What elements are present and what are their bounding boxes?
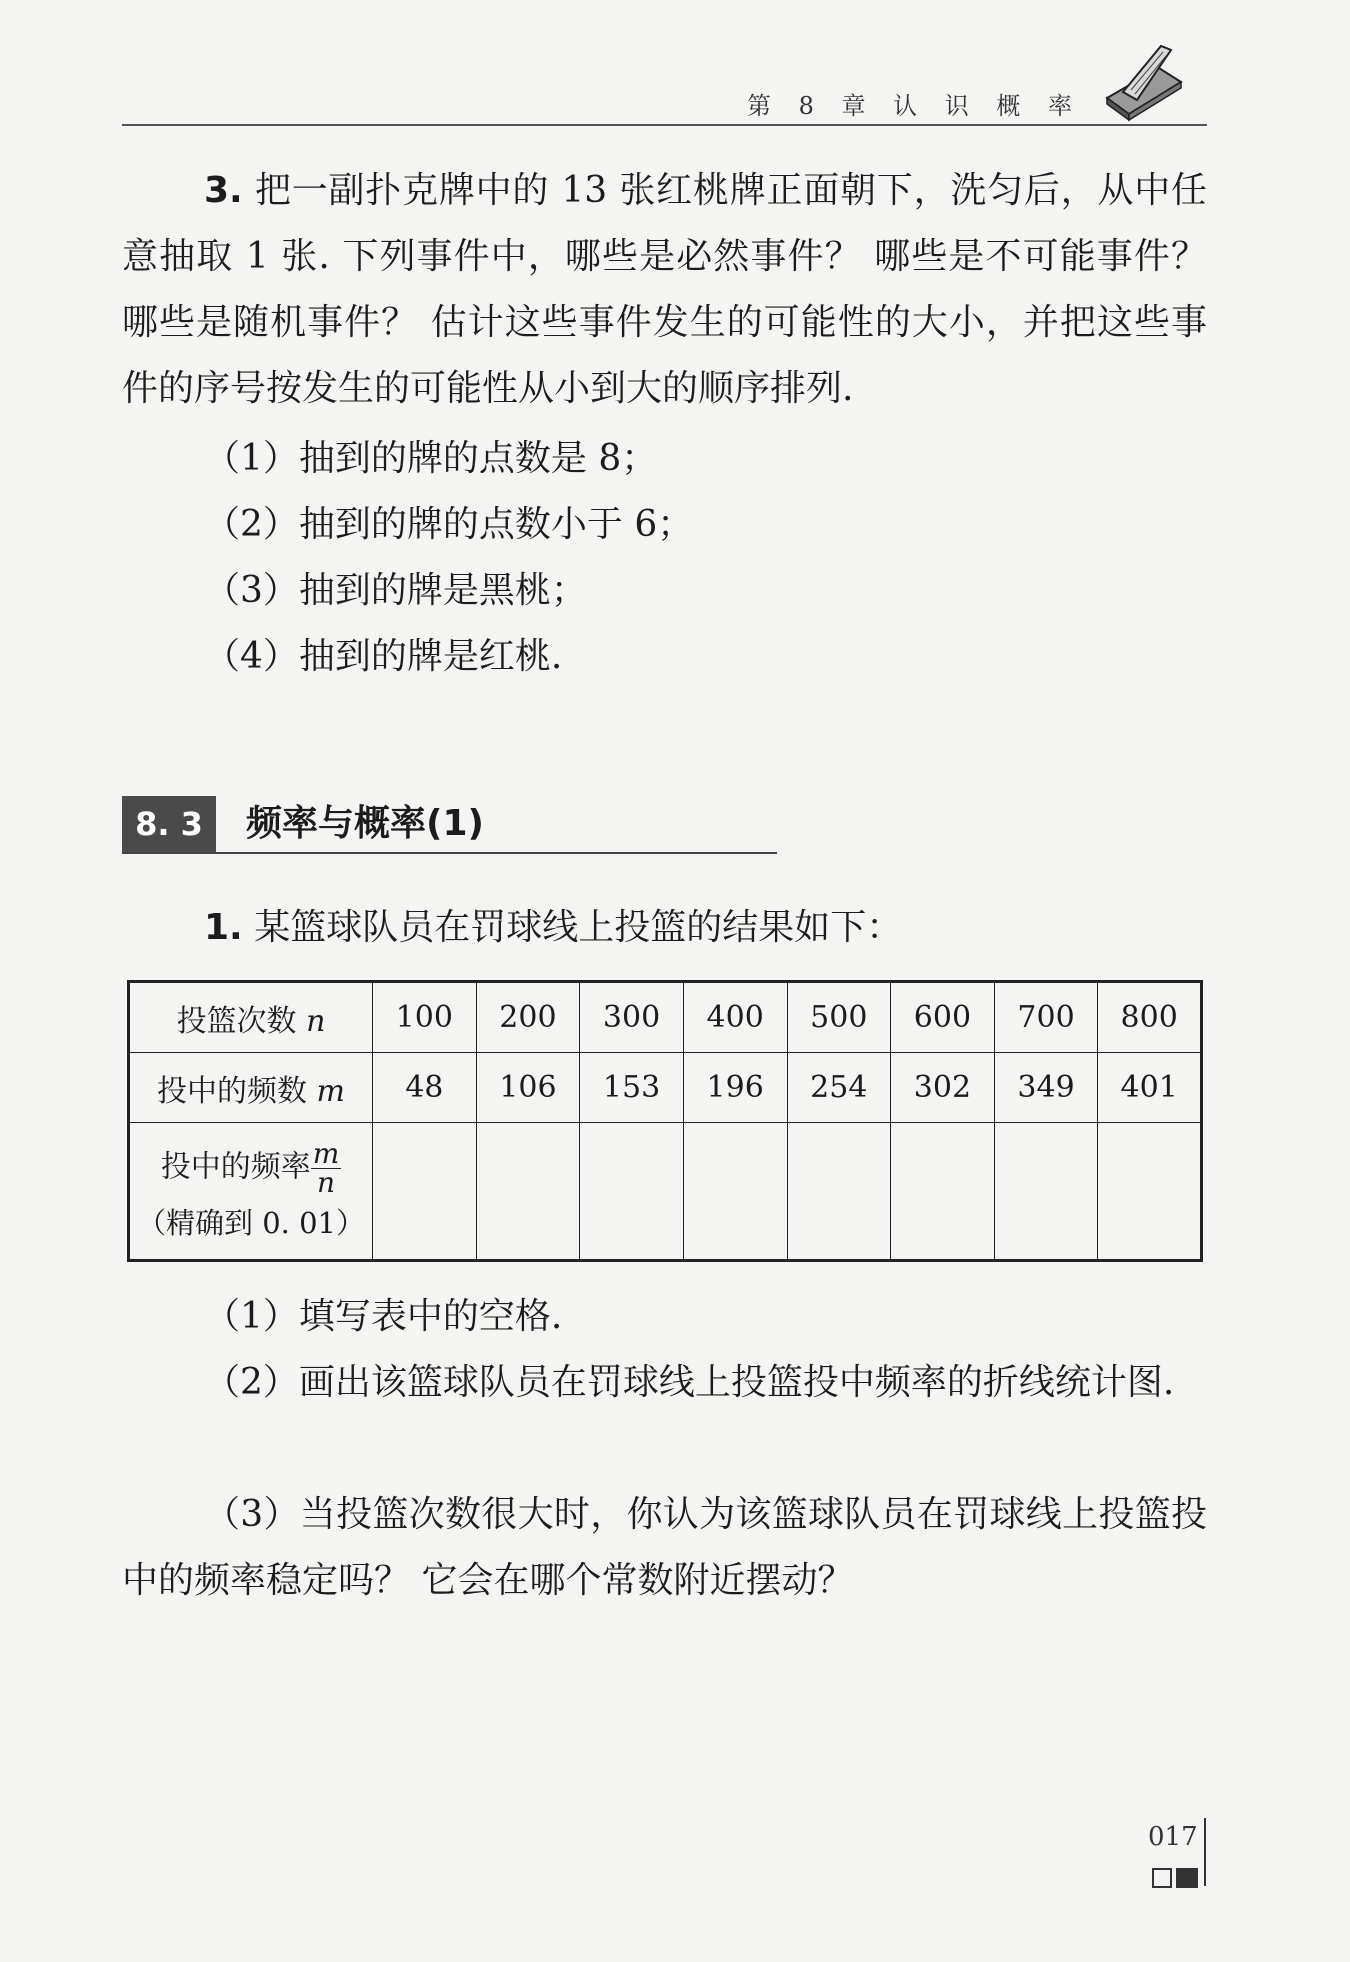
table-cell: 400 [683, 982, 787, 1053]
table-cell: 401 [1098, 1053, 1202, 1123]
table-cell: 200 [476, 982, 580, 1053]
problem-3-item-1: （1）抽到的牌的点数是 8； [204, 438, 658, 479]
table-cell: 700 [994, 982, 1098, 1053]
table-cell-blank [476, 1123, 580, 1261]
section-rule [122, 852, 777, 854]
problem-1-text: 1. 某篮球队员在罚球线上投篮的结果如下： [204, 907, 903, 948]
problem-1-question-3: （3）当投篮次数很大时，你认为该篮球队员在罚球线上投篮投中的频率稳定吗？ 它会在哪个常数附近摆动？ [122, 1494, 1207, 1601]
problem-3-item-2: （2）抽到的牌的点数小于 6； [204, 504, 694, 545]
table-cell: 106 [476, 1053, 580, 1123]
page-number: 017 [1148, 1822, 1198, 1852]
problem-3-item-3: （3）抽到的牌是黑桃； [204, 570, 587, 611]
table-cell: 500 [787, 982, 891, 1053]
problem-3-number: 3. [204, 170, 243, 211]
page-number-bar [1204, 1818, 1206, 1886]
table-header-frequency: 投中的频率 $\frac{m}{n}$ （精确到 0. 01） [129, 1123, 373, 1261]
table-row-shots [129, 982, 1202, 1053]
table-cell: 48 [373, 1053, 477, 1123]
table-cell: 254 [787, 1053, 891, 1123]
table-row-frequency [129, 1123, 1202, 1261]
table-cell: 600 [891, 982, 995, 1053]
page-marker-filled [1176, 1868, 1198, 1888]
table-cell-blank [580, 1123, 684, 1261]
book-icon [1101, 38, 1187, 124]
table-cell-blank [373, 1123, 477, 1261]
section-number: 8. 3 [122, 796, 216, 852]
table-cell-blank [1098, 1123, 1202, 1261]
table-cell-blank [891, 1123, 995, 1261]
problem-3-item-4: （4）抽到的牌是红桃. [204, 636, 563, 677]
table-cell: 153 [580, 1053, 684, 1123]
table-cell: 800 [1098, 982, 1202, 1053]
table-header-hits: 投中的频数 m [129, 1053, 373, 1123]
table-cell: 302 [891, 1053, 995, 1123]
table-cell: 300 [580, 982, 684, 1053]
table-header-shots: 投篮次数 n [129, 982, 373, 1053]
header-rule [122, 124, 1207, 126]
chapter-title: 第 8 章 认 识 概 率 [746, 92, 1082, 120]
shooting-results-table [127, 980, 1203, 1262]
table-cell: 196 [683, 1053, 787, 1123]
table-cell-blank [683, 1123, 787, 1261]
table-cell-blank [994, 1123, 1098, 1261]
section-heading [122, 796, 777, 854]
table-cell: 349 [994, 1053, 1098, 1123]
problem-1-question-1: （1）填写表中的空格. [204, 1296, 563, 1337]
section-title: 频率与概率(1) [246, 803, 484, 844]
running-header [122, 68, 1207, 126]
precision-note: （精确到 0. 01） [136, 1206, 365, 1240]
table-cell-blank [787, 1123, 891, 1261]
page-marker-outline [1152, 1868, 1172, 1888]
problem-1-question-2: （2）画出该篮球队员在罚球线上投篮投中频率的折线统计图. [204, 1362, 1175, 1403]
fraction-m-over-n: $\frac{m}{n}$ [312, 1137, 340, 1199]
table-row-hits [129, 1053, 1202, 1123]
problem-3-text: 3. 把一副扑克牌中的 13 张红桃牌正面朝下，洗匀后，从中任意抽取 1 张. 下列事件中，哪些是必然事件？ 哪些是不可能事件？ 哪些是随机事件？ 估计这些事件发生的可能性的大小，并把这些事件的序号按发生的可能性从小到大的顺序排列. [122, 170, 1207, 409]
problem-1-number: 1. [204, 907, 243, 948]
table-cell: 100 [373, 982, 477, 1053]
